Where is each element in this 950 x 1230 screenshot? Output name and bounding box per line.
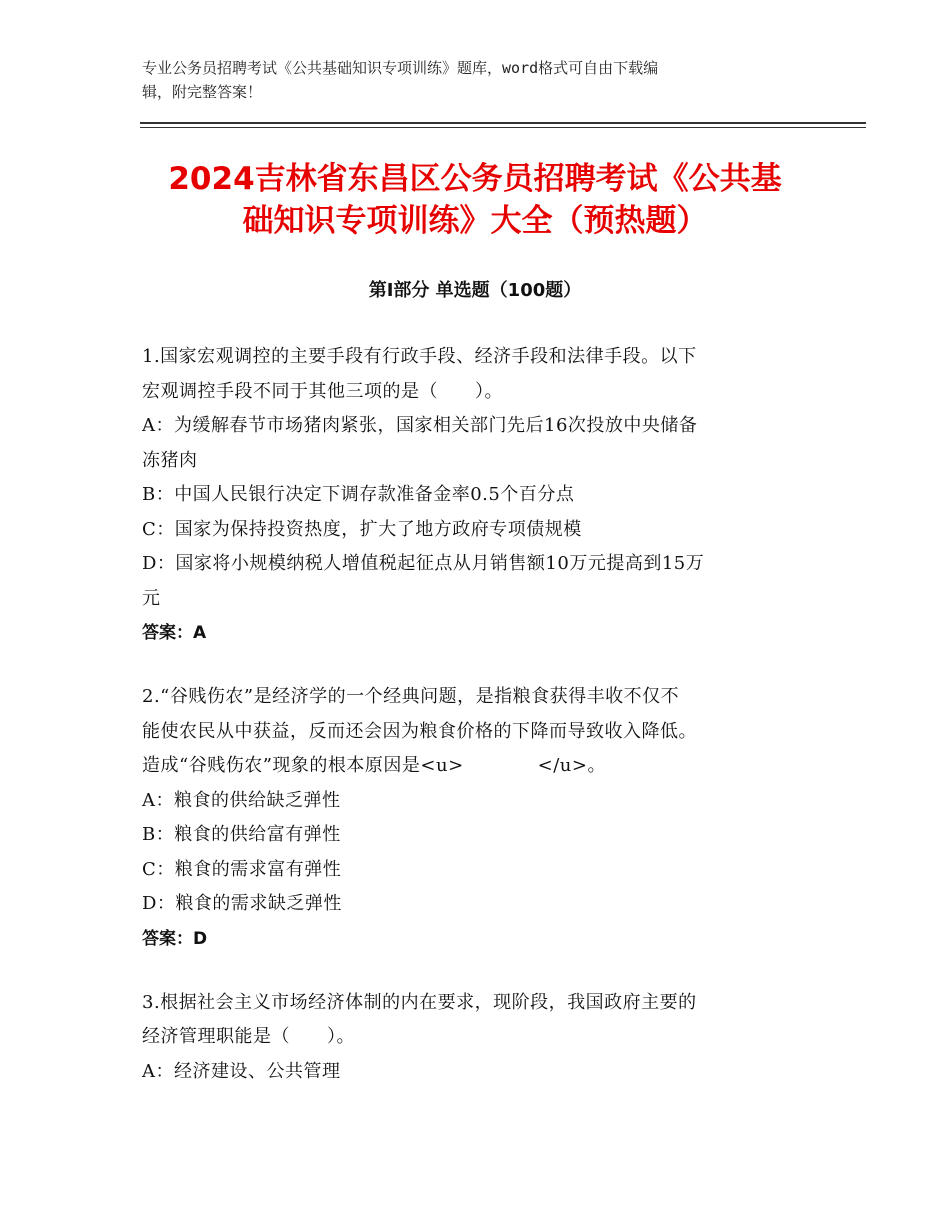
option-a: 冻猪肉 [142,449,198,471]
question-list [142,340,807,1119]
question-stem: 能使农民从中获益，反而还会因为粮食价格的下降而导致收入降低。 [142,720,697,742]
option-b: B：粮食的供给富有弹性 [142,824,341,845]
question-stem: 经济管理职能是（ ）。 [142,1026,355,1047]
option-d: D：国家将小规模纳税人增值税起征点从月销售额10万元提高到15万 [142,553,705,574]
document-title-line: 础知识专项训练》大全（预热题） [242,203,708,239]
header-divider-thick [140,122,866,124]
question-stem: 1.国家宏观调控的主要手段有行政手段、经济手段和法律手段。以下 [142,346,697,367]
question-stem: 3.根据社会主义市场经济体制的内在要求，现阶段，我国政府主要的 [142,991,697,1013]
question-stem: 2.“谷贱伤农”是经济学的一个经典问题，是指粮食获得丰收不仅不 [142,686,680,707]
option-d: D：粮食的需求缺乏弹性 [142,893,342,914]
header-note-line: 专业公务员招聘考试《公共基础知识专项训练》题库，word格式可自由下载编 [142,59,659,77]
answer-label: 答案：A [142,623,207,643]
header-note-line: 辑，附完整答案！ [142,83,263,101]
section-title: 第Ⅰ部分 单选题（100题） [368,280,582,301]
option-a: A：经济建设、公共管理 [142,1060,341,1082]
question-item [142,340,807,650]
header-divider-thin [140,127,866,128]
document-title-line: 2024吉林省东昌区公务员招聘考试《公共基 [168,161,782,197]
header-note [142,56,802,104]
document-title [120,158,830,242]
question-item [142,680,807,956]
option-a: A：粮食的供给缺乏弹性 [142,789,341,811]
question-stem: 宏观调控手段不同于其他三项的是（ ）。 [142,380,503,402]
option-c: C：国家为保持投资热度，扩大了地方政府专项债规模 [142,518,582,540]
option-d: 元 [142,587,161,609]
answer-label: 答案：D [142,928,208,949]
question-stem: 造成“谷贱伤农”现象的根本原因是<u> </u>。 [142,755,606,776]
option-c: C：粮食的需求富有弹性 [142,858,342,880]
question-item [142,986,807,1090]
option-a: A：为缓解春节市场猪肉紧张，国家相关部门先后16次投放中央储备 [142,415,698,436]
option-b: B：中国人民银行决定下调存款准备金率0.5个百分点 [142,484,575,505]
